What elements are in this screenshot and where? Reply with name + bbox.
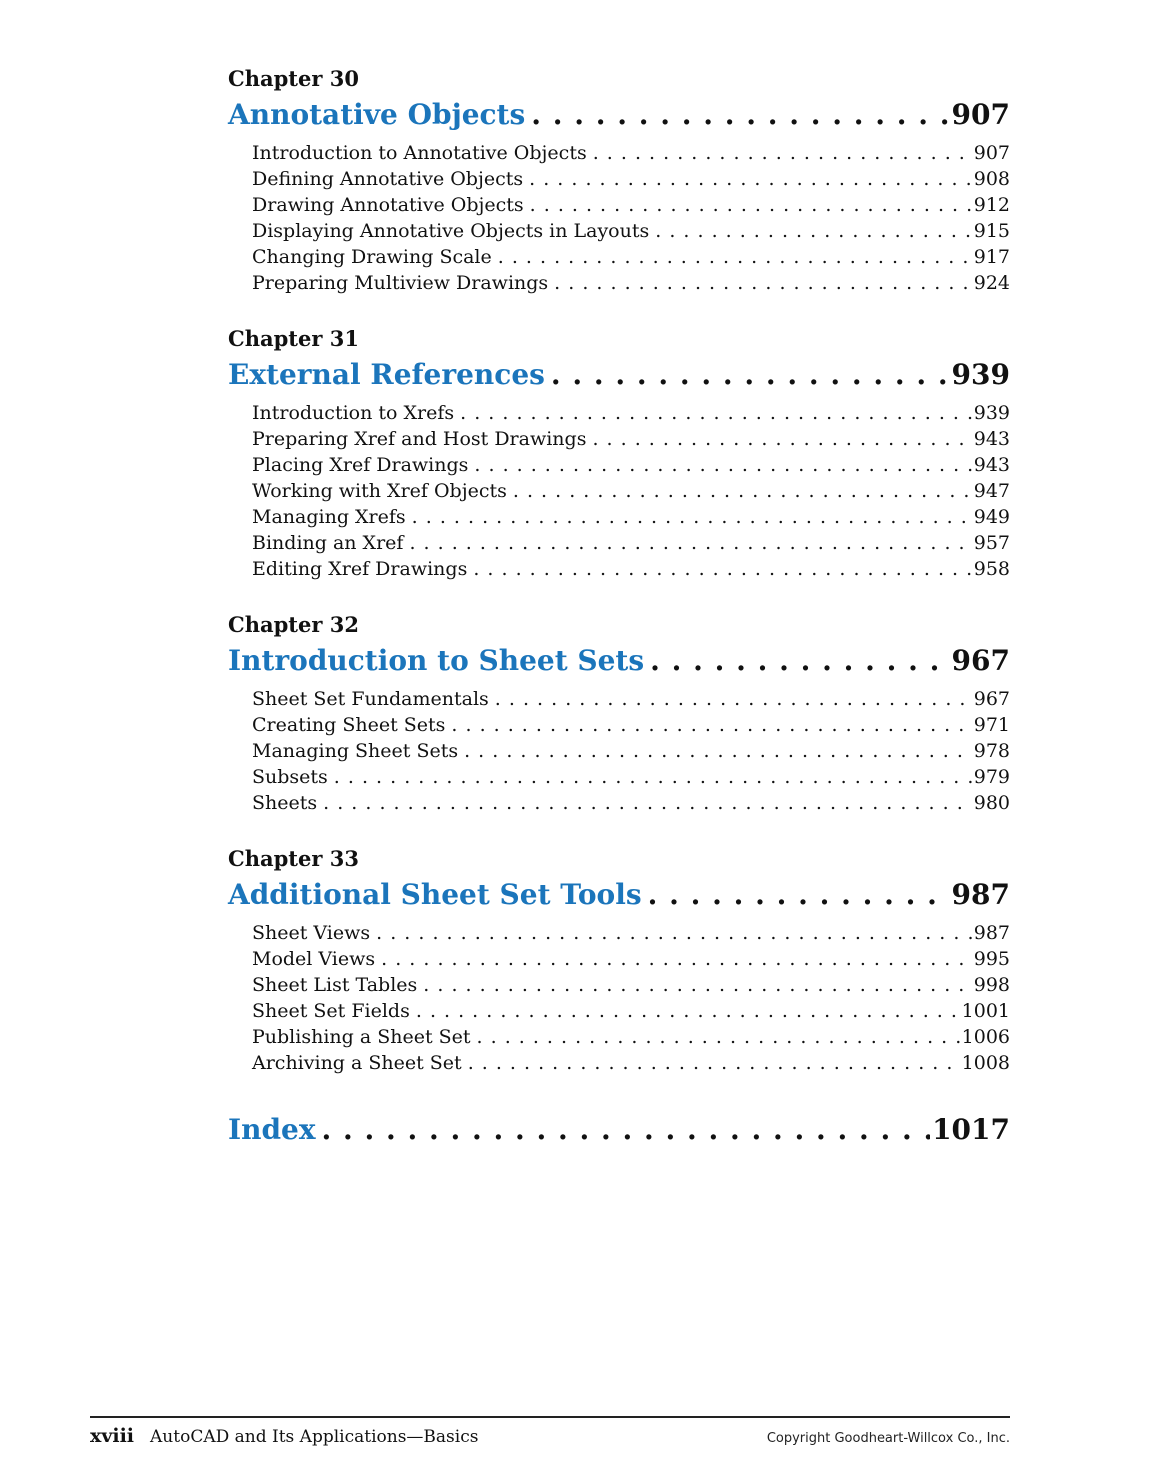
dot-leader: [477, 1024, 960, 1050]
dot-leader: [529, 166, 972, 192]
toc-entry: [228, 426, 1010, 452]
dot-leader: [381, 946, 972, 972]
entry-title: Editing Xref Drawings: [252, 558, 468, 580]
entry-title: Managing Sheet Sets: [252, 740, 459, 762]
chapter-title-row: [228, 877, 1010, 913]
toc-content: [228, 66, 1010, 1148]
entry-page-number: 915: [973, 220, 1010, 242]
entry-title: Sheet Views: [252, 922, 371, 944]
toc-entry: [228, 1024, 1010, 1050]
dot-leader: [495, 686, 972, 712]
dot-leader: [554, 270, 972, 296]
entry-page-number: 943: [973, 454, 1010, 476]
entry-title: Preparing Xref and Host Drawings: [252, 428, 587, 450]
entry-page-number: 907: [973, 142, 1010, 164]
chapter-title-row: [228, 97, 1010, 133]
index-row: [228, 1112, 1010, 1148]
chapter-label: Chapter 32: [228, 612, 359, 637]
dot-leader: [530, 192, 972, 218]
chapter-page-number: 987: [951, 878, 1010, 911]
toc-entry: [228, 478, 1010, 504]
dot-leader: [334, 764, 972, 790]
chapter-title-row: [228, 643, 1010, 679]
dot-leader: [423, 972, 971, 998]
entry-page-number: 957: [973, 532, 1010, 554]
entry-title: Displaying Annotative Objects in Layouts: [252, 220, 650, 242]
entry-page-number: 998: [973, 974, 1010, 996]
entry-page-number: 971: [973, 714, 1010, 736]
toc-section-chapter-31: [228, 326, 1010, 582]
toc-entry: [228, 244, 1010, 270]
entry-page-number: 943: [973, 428, 1010, 450]
toc-section-chapter-30: [228, 66, 1010, 296]
entry-page-number: 995: [973, 948, 1010, 970]
toc-entry: [228, 530, 1010, 556]
entry-title: Introduction to Annotative Objects: [252, 142, 587, 164]
toc-entry: [228, 1050, 1010, 1076]
chapter-label: Chapter 33: [228, 846, 359, 871]
dot-leader: [531, 97, 949, 133]
entry-title: Publishing a Sheet Set: [252, 1026, 471, 1048]
chapter-title: Additional Sheet Set Tools: [228, 878, 642, 911]
toc-entry: [228, 556, 1010, 582]
dot-leader: [416, 998, 960, 1024]
toc-entry: [228, 712, 1010, 738]
chapter-label: Chapter 31: [228, 326, 359, 351]
entry-page-number: 1001: [961, 1000, 1010, 1022]
index-title: Index: [228, 1113, 316, 1146]
entry-page-number: 980: [973, 792, 1010, 814]
dot-leader: [323, 790, 972, 816]
entry-title: Archiving a Sheet Set: [252, 1052, 462, 1074]
footer-copyright: Copyright Goodheart-Willcox Co., Inc.: [766, 1431, 1010, 1446]
entry-page-number: 978: [973, 740, 1010, 762]
toc-entry: [228, 218, 1010, 244]
footer-page-number: xviii: [90, 1425, 135, 1447]
entry-title: Subsets: [252, 766, 328, 788]
entry-page-number: 908: [973, 168, 1010, 190]
entry-title: Changing Drawing Scale: [252, 246, 492, 268]
entry-title: Creating Sheet Sets: [252, 714, 446, 736]
dot-leader: [650, 643, 949, 679]
chapter-title: Annotative Objects: [228, 98, 526, 131]
toc-entry: [228, 140, 1010, 166]
chapter-title: External References: [228, 358, 545, 391]
toc-entry: [228, 998, 1010, 1024]
entry-page-number: 917: [973, 246, 1010, 268]
dot-leader: [451, 712, 971, 738]
toc-entry: [228, 504, 1010, 530]
entry-page-number: 912: [973, 194, 1010, 216]
toc-entry: [228, 452, 1010, 478]
dot-leader: [376, 920, 972, 946]
dot-leader: [412, 504, 972, 530]
entry-title: Binding an Xref: [252, 532, 404, 554]
dot-leader: [513, 478, 972, 504]
chapter-title: Introduction to Sheet Sets: [228, 644, 645, 677]
dot-leader: [551, 357, 950, 393]
toc-entry: [228, 192, 1010, 218]
entry-page-number: 987: [973, 922, 1010, 944]
dot-leader: [468, 1050, 960, 1076]
entry-title: Placing Xref Drawings: [252, 454, 469, 476]
chapter-title-row: [228, 357, 1010, 393]
toc-section-chapter-32: [228, 612, 1010, 816]
entry-title: Drawing Annotative Objects: [252, 194, 524, 216]
toc-section-chapter-33: [228, 846, 1010, 1076]
chapter-page-number: 967: [951, 644, 1010, 677]
entry-title: Sheet Set Fundamentals: [252, 688, 489, 710]
toc-entry: [228, 738, 1010, 764]
dot-leader: [322, 1112, 931, 1148]
entry-page-number: 958: [973, 558, 1010, 580]
toc-entry: [228, 946, 1010, 972]
entry-page-number: 1008: [961, 1052, 1010, 1074]
toc-entry: [228, 270, 1010, 296]
entry-title: Sheet List Tables: [252, 974, 418, 996]
entry-title: Working with Xref Objects: [252, 480, 507, 502]
dot-leader: [464, 738, 972, 764]
chapter-label: Chapter 30: [228, 66, 359, 91]
entry-title: Sheet Set Fields: [252, 1000, 410, 1022]
toc-entry: [228, 764, 1010, 790]
entry-page-number: 979: [973, 766, 1010, 788]
entry-page-number: 967: [973, 688, 1010, 710]
toc-entry: [228, 166, 1010, 192]
entry-page-number: 1006: [961, 1026, 1010, 1048]
dot-leader: [460, 400, 972, 426]
dot-leader: [409, 530, 971, 556]
entry-title: Managing Xrefs: [252, 506, 406, 528]
entry-title: Sheets: [252, 792, 318, 814]
index-page-number: 1017: [932, 1113, 1010, 1146]
toc-entry: [228, 400, 1010, 426]
footer-book-title: AutoCAD and Its Applications—Basics: [150, 1427, 479, 1447]
toc-entry: [228, 920, 1010, 946]
dot-leader: [473, 556, 971, 582]
entry-page-number: 949: [973, 506, 1010, 528]
toc-entry: [228, 790, 1010, 816]
dot-leader: [474, 452, 971, 478]
dot-leader: [593, 140, 972, 166]
entry-title: Introduction to Xrefs: [252, 402, 455, 424]
toc-entry: [228, 686, 1010, 712]
chapter-page-number: 939: [951, 358, 1010, 391]
entry-title: Defining Annotative Objects: [252, 168, 524, 190]
footer-left: [90, 1425, 478, 1447]
entry-title: Model Views: [252, 948, 376, 970]
dot-leader: [592, 426, 971, 452]
entry-page-number: 947: [973, 480, 1010, 502]
toc-entry: [228, 972, 1010, 998]
dot-leader: [655, 218, 971, 244]
entry-page-number: 924: [973, 272, 1010, 294]
chapter-page-number: 907: [951, 98, 1010, 131]
dot-leader: [498, 244, 972, 270]
dot-leader: [648, 877, 950, 913]
entry-page-number: 939: [973, 402, 1010, 424]
page-footer: [90, 1416, 1010, 1447]
entry-title: Preparing Multiview Drawings: [252, 272, 549, 294]
